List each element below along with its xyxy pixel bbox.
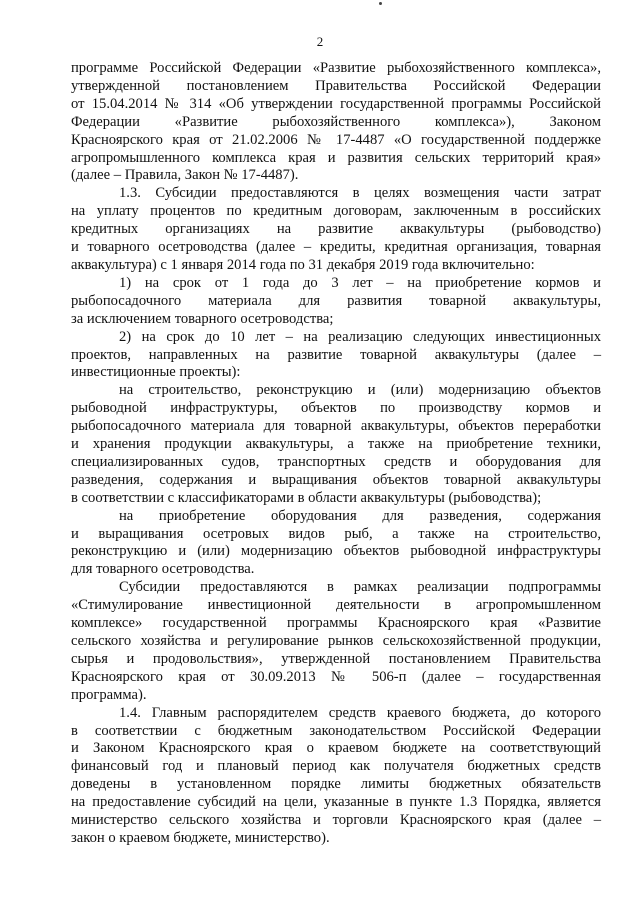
text-line: в соответствии с бюджетным законодательством Российской Федерации — [71, 722, 601, 739]
text-line: и Законом Красноярского края о краевом бюджете на соответствующий — [71, 740, 601, 757]
text-line: кредитных организациях на развитие аквакультуры (рыбоводство) — [71, 221, 601, 238]
document-body — [71, 60, 601, 848]
text-line: проектов, направленных на развитие товарной аквакультуры (далее – — [71, 346, 601, 363]
text-line: на предоставление субсидий на цели, указанные в пункте 1.3 Порядка, является — [71, 794, 601, 811]
text-line: реконструкцию и (или) модернизацию объектов рыбоводной инфраструктуры — [71, 543, 601, 560]
text-line: разведения, содержания и выращивания объектов товарной аквакультуры — [71, 471, 601, 488]
text-line: комплексе» государственной программы Красноярского края «Развитие — [71, 615, 601, 632]
text-line: рыбопосадочного материала для развития товарной аквакультуры, — [71, 292, 601, 309]
paragraph-start: 1.3. Субсидии предоставляются в целях возмещения части затрат — [119, 185, 601, 202]
text-line: и товарного осетроводства (далее – кредиты, кредитная организация, товарная — [71, 239, 601, 256]
text-line: от 15.04.2014 № 314 «Об утверждении государственной программы Российской — [71, 95, 601, 112]
text-line: рыбопосадочного материала для товарной аквакультуры, объектов переработки — [71, 418, 601, 435]
text-line: за исключением товарного осетроводства; — [71, 310, 334, 327]
scan-speck — [379, 2, 382, 5]
text-line: Красноярского края от 21.02.2006 № 17-4487 «О государственной поддержке — [71, 131, 601, 148]
text-line: сырья и продовольствия», утвержденной постановлением Правительства — [71, 650, 601, 667]
text-line: финансовый год и плановый период как получателя бюджетных средств — [71, 758, 601, 775]
text-line: сельского хозяйства и регулирование рынков сельскохозяйственной продукции, — [71, 633, 601, 649]
text-line: программа). — [71, 686, 147, 703]
text-line: аквакультура) с 1 января 2014 года по 31 декабря 2019 года включительно: — [71, 256, 535, 273]
text-line: «Стимулирование инвестиционной деятельности в агропромышленном — [71, 597, 601, 614]
text-line: рыбоводной инфраструктуры, объектов по производству кормов и — [71, 400, 601, 417]
text-line: для товарного осетроводства. — [71, 561, 255, 578]
text-line: (далее – Правила, Закон № 17-4487). — [71, 167, 299, 184]
text-line: в соответствии с классификаторами в области аквакультуры (рыбоводства); — [71, 489, 542, 506]
text-line: инвестиционные проекты): — [71, 364, 241, 381]
paragraph-start: на строительство, реконструкцию и (или) модернизацию объектов — [119, 382, 601, 399]
text-line: доведены в установленном порядке лимиты бюджетных обязательств — [71, 776, 601, 793]
paragraph-start: 1) на срок от 1 года до 3 лет – на приобретение кормов и — [119, 274, 601, 291]
text-line: министерство сельского хозяйства и торговли Красноярского края (далее – — [71, 812, 601, 829]
text-line: агропромышленного комплекса края и развития сельских территорий края» — [71, 149, 601, 166]
paragraph-start: на приобретение оборудования для разведения, содержания — [119, 507, 601, 524]
paragraph-start: 1.4. Главным распорядителем средств краевого бюджета, до которого — [119, 704, 601, 721]
text-line: Красноярского края от 30.09.2013 № 506-п (далее – государственная — [71, 668, 601, 685]
text-line: закон о краевом бюджете, министерство). — [71, 829, 330, 846]
page-number: 2 — [316, 34, 324, 49]
text-line: утвержденной постановлением Правительства Российской Федерации — [71, 77, 601, 94]
text-line: и выращивания осетровых видов рыб, а также на строительство, — [71, 525, 601, 542]
paragraph-start: Субсидии предоставляются в рамках реализации подпрограммы — [119, 579, 601, 596]
text-line: на уплату процентов по кредитным договорам, заключенным в российских — [71, 203, 601, 220]
text-line: программе Российской Федерации «Развитие рыбохозяйственного комплекса», — [71, 60, 601, 76]
text-line: Федерации «Развитие рыбохозяйственного комплекса»), Законом — [71, 113, 601, 130]
paragraph-start: 2) на срок до 10 лет – на реализацию следующих инвестиционных — [119, 328, 601, 345]
text-line: специализированных судов, транспортных средств и оборудования для — [71, 453, 601, 470]
text-line: и хранения продукции аквакультуры, а также на приобретение техники, — [71, 436, 601, 453]
